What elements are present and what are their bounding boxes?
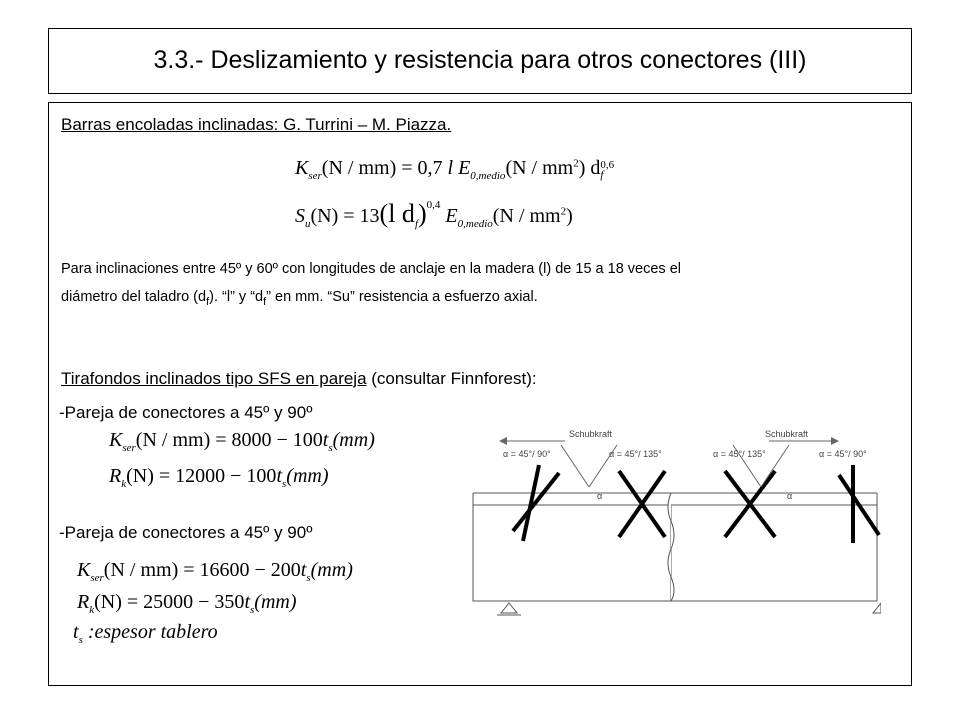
f1-df-sub: f (600, 169, 604, 181)
title-box (48, 28, 912, 94)
section2-heading-rest: (consultar Finnforest): (366, 369, 537, 388)
f3-tsub: s (328, 442, 333, 454)
beam-left (473, 505, 671, 601)
alpha-left: α (597, 491, 603, 501)
note-a: diámetro del taladro (d (61, 289, 207, 305)
f1-rest3: ) d (578, 157, 601, 179)
f1-df-sup: 0,6 (600, 159, 615, 171)
label-force-right: Schubkraft (765, 429, 809, 439)
formula-su-glued (295, 199, 573, 230)
f2-paren-sub: f (414, 218, 418, 230)
f1-rest1: (N / mm) = 0,7 (321, 157, 448, 179)
f4-t: t (276, 465, 282, 487)
f6-lhs: R (77, 591, 90, 613)
f3-sub: ser (122, 442, 136, 454)
section1-heading: Barras encoladas inclinadas: G. Turrini – M. Piazza. (61, 115, 452, 134)
label-lr: α = 45°/ 135° (609, 449, 662, 459)
f1-e-sub: 0,medio (470, 170, 506, 182)
f2-rest2: (N / mm (492, 205, 561, 227)
f3-tail: (mm) (332, 429, 375, 451)
glued-bars-note-line2 (61, 289, 538, 308)
f2-rest3: ) (566, 205, 573, 227)
break-line (668, 493, 674, 601)
f3-t: t (322, 429, 329, 451)
formula-rk-second (77, 591, 297, 616)
f5-sub: ser (90, 572, 104, 584)
f2-sq: 2 (560, 205, 567, 218)
f1-rest2: (N / mm (505, 157, 574, 179)
f3-rest: (N / mm) = 8000 − 100 (135, 429, 323, 451)
f5-lhs: K (77, 559, 91, 581)
content-box (48, 102, 912, 686)
f5-rest: (N / mm) = 16600 − 200 (103, 559, 301, 581)
f7-t: t (73, 621, 79, 643)
f2-rest1: (N) = 13 (310, 205, 380, 227)
section2-heading-underlined: Tirafondos inclinados tipo SFS en pareja (61, 369, 367, 388)
f1-l: l (447, 157, 454, 179)
note-c: ” en mm. “Su” resistencia a esfuerzo axial. (266, 289, 538, 305)
f4-sub: k (121, 478, 127, 490)
note-sub2: f (263, 295, 267, 308)
f6-tsub: s (250, 604, 255, 616)
section2-heading (61, 369, 537, 389)
f1-e: E (453, 157, 471, 179)
support-left (501, 603, 517, 613)
f4-tsub: s (282, 478, 287, 490)
f2-lhs: S (295, 205, 305, 227)
f2-paren: (l d (379, 199, 415, 228)
note-b: ). “l” y “d (209, 289, 264, 305)
support-right (873, 603, 881, 613)
note-sub1: f (206, 295, 210, 308)
f2-exp: 0,4 (426, 199, 441, 211)
f1-sq: 2 (573, 157, 579, 170)
f2-e: E (440, 205, 458, 227)
f4-lhs: R (109, 465, 122, 487)
slide-title: 3.3.- Deslizamiento y resistencia para otros conectores (III) (153, 46, 807, 74)
glued-bars-note-line1: Para inclinaciones entre 45º y 60º con longitudes de anclaje en la madera (l) de 15 a 18 veces el (61, 261, 681, 277)
label-rr: α = 45°/ 90° (819, 449, 867, 459)
f6-t: t (244, 591, 250, 613)
formula-kser-glued (295, 157, 614, 182)
alpha-right: α (787, 491, 793, 501)
f2-e-sub: 0,medio (457, 218, 493, 230)
item2-label: -Pareja de conectores a 45º y 90º (59, 523, 313, 542)
f1-lhs: K (295, 157, 309, 179)
f4-rest: (N) = 12000 − 100 (126, 465, 277, 487)
f4-tail: (mm) (286, 465, 329, 487)
label-rl: α = 45°/ 135° (713, 449, 766, 459)
f5-tail: (mm) (310, 559, 353, 581)
connector-diagram (469, 425, 881, 621)
f2-lhs-sub: u (305, 218, 311, 230)
formula-rk-45-90 (109, 465, 329, 490)
item1-label: -Pareja de conectores a 45º y 90º (59, 403, 313, 422)
f5-tsub: s (306, 572, 311, 584)
f7-rest: :espesor tablero (82, 621, 218, 643)
label-ll: α = 45°/ 90° (503, 449, 551, 459)
f6-rest: (N) = 25000 − 350 (94, 591, 245, 613)
label-force-left: Schubkraft (569, 429, 613, 439)
formula-kser-second (77, 559, 353, 584)
f1-lhs-sub: ser (308, 170, 322, 182)
f2-paren-close: ) (418, 199, 427, 228)
f6-sub: k (89, 604, 95, 616)
f3-lhs: K (109, 429, 123, 451)
formula-kser-45-90 (109, 429, 375, 454)
beam-right (671, 505, 877, 601)
formula-ts-definition (73, 621, 218, 646)
f6-tail: (mm) (254, 591, 297, 613)
f5-t: t (300, 559, 307, 581)
f7-tsub: s (78, 634, 83, 646)
